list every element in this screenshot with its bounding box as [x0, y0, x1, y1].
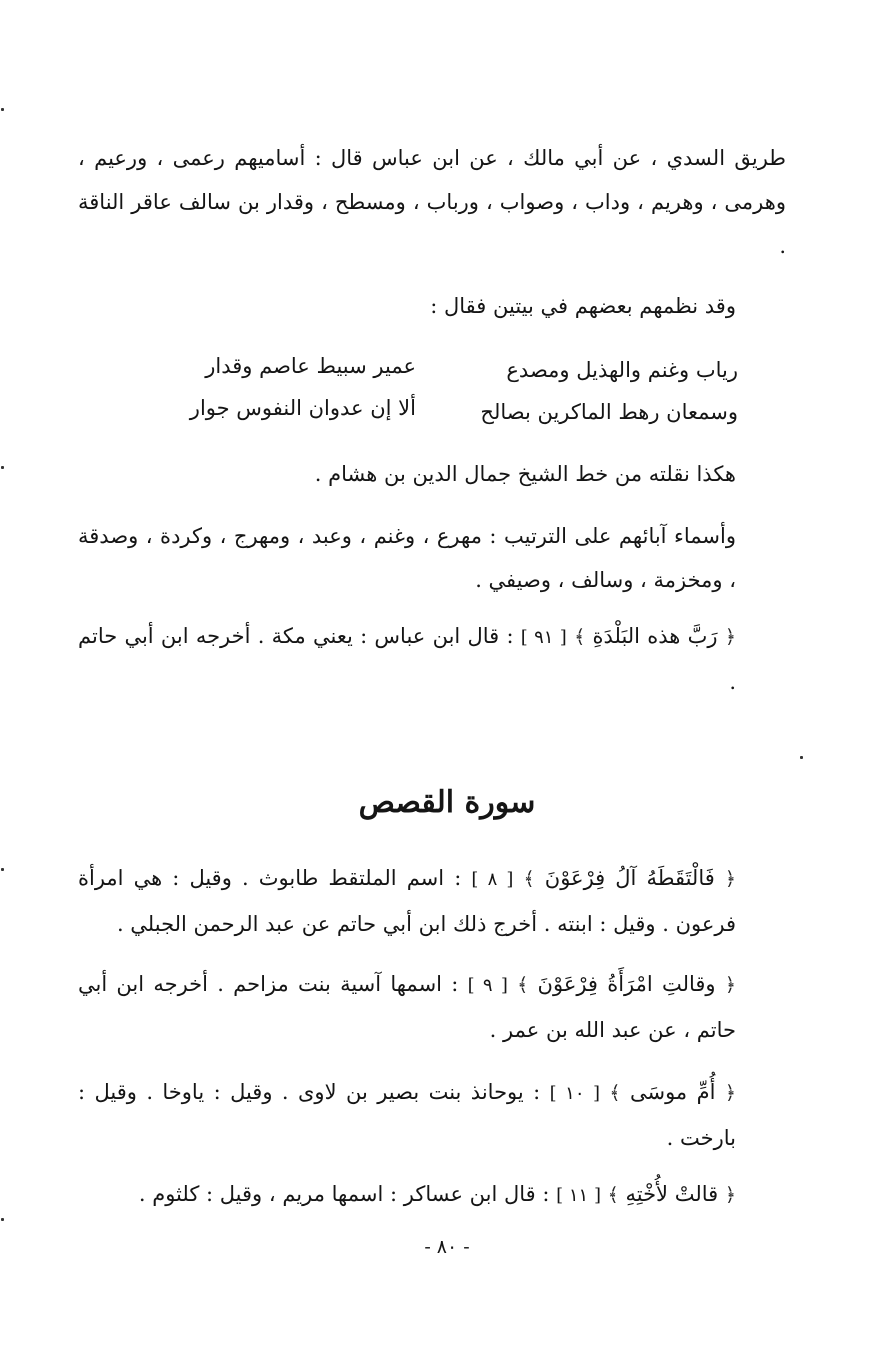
entry-balad [78, 614, 736, 704]
verse-text: أُمِّ موسَى [629, 1080, 716, 1104]
verse-open-bracket: ﴿ [724, 626, 736, 648]
poem-line2-second-hemistich: ألا إن عدوان النفوس جوار [189, 396, 416, 420]
verse-number: [ ١١ ] [556, 1185, 601, 1206]
entry-text: : قال ابن عباس : يعني مكة . أخرجه ابن أبي حاتم . [78, 624, 736, 694]
verse-close-bracket: ﴾ [609, 1082, 621, 1104]
verse-number: [ ١٠ ] [549, 1083, 600, 1104]
verse-text: فَالْتَقَطَهُ آلُ فِرْعَوْنَ [544, 866, 715, 890]
paragraph-poem-intro: وقد نظمهم بعضهم في بيتين فقال : [430, 294, 736, 318]
entry-text: : اسم الملتقط طابوث . وقيل : هي امرأة فرعون . وقيل : ابنته . أخرج ذلك ابن أبي حاتم عن عبد الرحمن الجبلي . [78, 866, 736, 936]
poem-line2-first-hemistich: وسمعان رهط الماكرين بصالح [480, 400, 738, 424]
entry-4 [78, 1172, 736, 1218]
scan-speck [1, 1218, 4, 1221]
verse-text: رَبَّ هذه البَلْدَةِ [592, 624, 718, 648]
entry-1 [78, 856, 736, 946]
poem-line1-second-hemistich: عمير سبيط عاصم وقدار [205, 354, 416, 378]
paragraph-names: طريق السدي ، عن أبي مالك ، عن ابن عباس قال : أساميهم رعمى ، ورعيم ، وهرمى ، وهريم ، وداب ، وصواب ، ورباب ، ومسطح ، وقدار بن سالف عاقر الناقة . [78, 146, 786, 258]
verse-text: قالتْ لأُخْتِهِ [625, 1182, 719, 1206]
paragraph-source-note: هكذا نقلته من خط الشيخ جمال الدين بن هشام . [314, 462, 736, 486]
verse-open-bracket: ﴿ [724, 868, 737, 890]
verse-open-bracket: ﴿ [724, 1184, 736, 1206]
verse-close-bracket: ﴾ [517, 974, 529, 996]
poem-line1-first-hemistich: رياب وغنم والهذيل ومصدع [506, 358, 738, 382]
scan-speck [1, 108, 4, 111]
scan-speck [800, 756, 803, 759]
surah-title: سورة القصص [358, 785, 536, 820]
verse-close-bracket: ﴾ [574, 626, 586, 648]
verse-number: [ ٨ ] [471, 869, 514, 890]
entry-3 [78, 1070, 736, 1160]
entry-text: : يوحانذ بنت بصير بن لاوى . وقيل : ياوخا . وقيل : بارخت . [78, 1080, 736, 1150]
entry-2 [78, 962, 736, 1052]
verse-number: [ ٩ ] [467, 975, 508, 996]
paragraph-fathers-names: وأسماء آبائهم على الترتيب : مهرع ، وغنم ، وعبد ، ومهرج ، وكردة ، وصدقة ، ومخزمة ، وسالف ، وصيفي . [78, 524, 736, 592]
entry-text: : اسمها آسية بنت مزاحم . أخرجه ابن أبي حاتم ، عن عبد الله بن عمر . [78, 972, 736, 1042]
verse-text: وقالتِ امْرَأَةُ فِرْعَوْنَ [537, 972, 716, 996]
page-number: - ٨٠ - [424, 1236, 470, 1258]
entry-text: : قال ابن عساكر : اسمها مريم ، وقيل : كلثوم . [138, 1182, 550, 1206]
verse-close-bracket: ﴾ [523, 868, 535, 890]
verse-open-bracket: ﴿ [724, 974, 736, 996]
verse-open-bracket: ﴿ [724, 1082, 736, 1104]
scan-speck [1, 868, 4, 871]
verse-close-bracket: ﴾ [607, 1184, 619, 1206]
verse-number: [ ٩١ ] [520, 627, 567, 648]
scan-speck [1, 466, 4, 469]
